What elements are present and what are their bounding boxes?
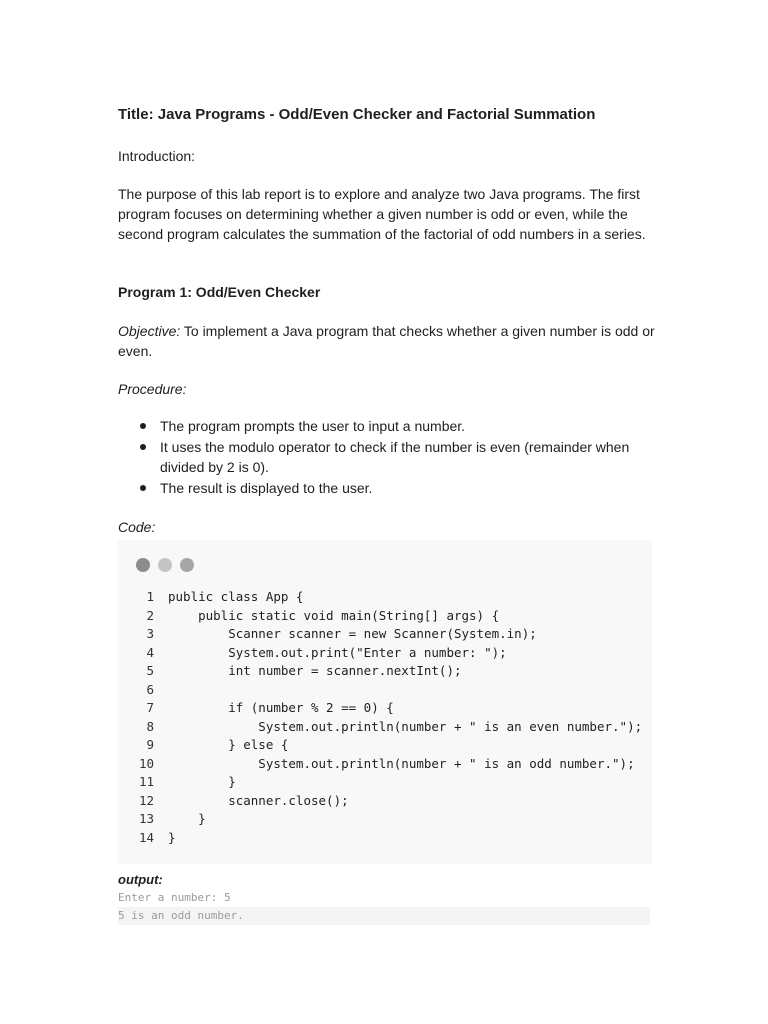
code-text: scanner.close(); — [168, 792, 349, 808]
line-number: 13 — [138, 811, 154, 826]
program1-heading: Program 1: Odd/Even Checker — [118, 284, 321, 300]
procedure-label: Procedure: — [118, 381, 187, 397]
list-item — [118, 437, 658, 477]
code-text: Scanner scanner = new Scanner(System.in); — [168, 626, 537, 641]
code-line — [134, 588, 642, 607]
document-title: Title: Java Programs - Odd/Even Checker and Factorial Summation — [118, 106, 596, 123]
code-text: public class App { — [168, 589, 304, 604]
window-dot-icon — [180, 558, 194, 572]
line-number: 6 — [146, 681, 154, 697]
line-number: 12 — [138, 792, 154, 808]
code-line — [134, 607, 642, 626]
line-number: 14 — [138, 829, 154, 845]
list-item-text: The program prompts the user to input a number. — [160, 418, 466, 434]
procedure-list — [118, 416, 658, 499]
code-label: Code: — [118, 519, 156, 535]
line-number: 3 — [146, 626, 154, 641]
code-line — [134, 736, 642, 755]
code-text: int number = scanner.nextInt(); — [168, 663, 462, 678]
output-label: output: — [118, 872, 163, 887]
code-text: System.out.println(number + " is an odd number."); — [168, 755, 635, 771]
introduction-paragraph: The purpose of this lab report is to explore and analyze two Java programs. The first program focuses on determining whether a given number is odd or even, while the second program calculates the summation of the factorial of odd numbers in a series. — [118, 186, 646, 242]
line-number: 4 — [146, 644, 154, 660]
code-line — [134, 718, 642, 737]
line-number: 1 — [146, 589, 154, 604]
code-line — [134, 662, 642, 681]
output-line: Enter a number: 5 — [118, 891, 231, 904]
code-text: } — [168, 829, 176, 845]
line-number: 9 — [146, 737, 154, 752]
code-line — [134, 792, 642, 811]
code-line — [134, 810, 642, 829]
code-text: public static void main(String[] args) { — [168, 607, 500, 623]
code-line — [134, 681, 642, 700]
bullet-icon — [140, 444, 146, 450]
window-dot-icon — [158, 558, 172, 572]
bullet-icon — [140, 485, 146, 491]
code-line — [134, 644, 642, 663]
code-line — [134, 699, 642, 718]
list-item-text: The result is displayed to the user. — [160, 480, 373, 496]
code-line — [134, 773, 642, 792]
bullet-icon — [140, 423, 146, 429]
code-line — [134, 755, 642, 774]
code-line — [134, 625, 642, 644]
line-number: 2 — [146, 607, 154, 623]
code-text: System.out.println(number + " is an even number."); — [168, 718, 643, 734]
code-text: } — [168, 811, 206, 826]
objective-paragraph — [118, 321, 658, 361]
output-line: 5 is an odd number. — [118, 907, 650, 925]
introduction-heading: Introduction: — [118, 148, 196, 164]
window-controls — [136, 558, 194, 572]
code-text: } — [168, 774, 236, 789]
window-dot-icon — [136, 558, 150, 572]
line-number: 7 — [146, 700, 154, 715]
list-item — [118, 416, 658, 436]
line-number: 8 — [146, 718, 154, 734]
line-number: 11 — [138, 774, 154, 789]
code-block — [134, 588, 642, 847]
objective-label: Objective: — [118, 323, 181, 339]
code-line — [134, 829, 642, 848]
line-number: 10 — [138, 755, 154, 771]
list-item-text: It uses the modulo operator to check if the number is even (remainder when divided by 2 is 0). — [160, 439, 630, 475]
code-text: } else { — [168, 737, 289, 752]
line-number: 5 — [146, 663, 154, 678]
code-text: if (number % 2 == 0) { — [168, 700, 394, 715]
objective-text: To implement a Java program that checks whether a given number is odd or even. — [118, 323, 655, 359]
code-text: System.out.print("Enter a number: "); — [168, 644, 507, 660]
output-box — [118, 889, 650, 925]
list-item — [118, 478, 658, 498]
